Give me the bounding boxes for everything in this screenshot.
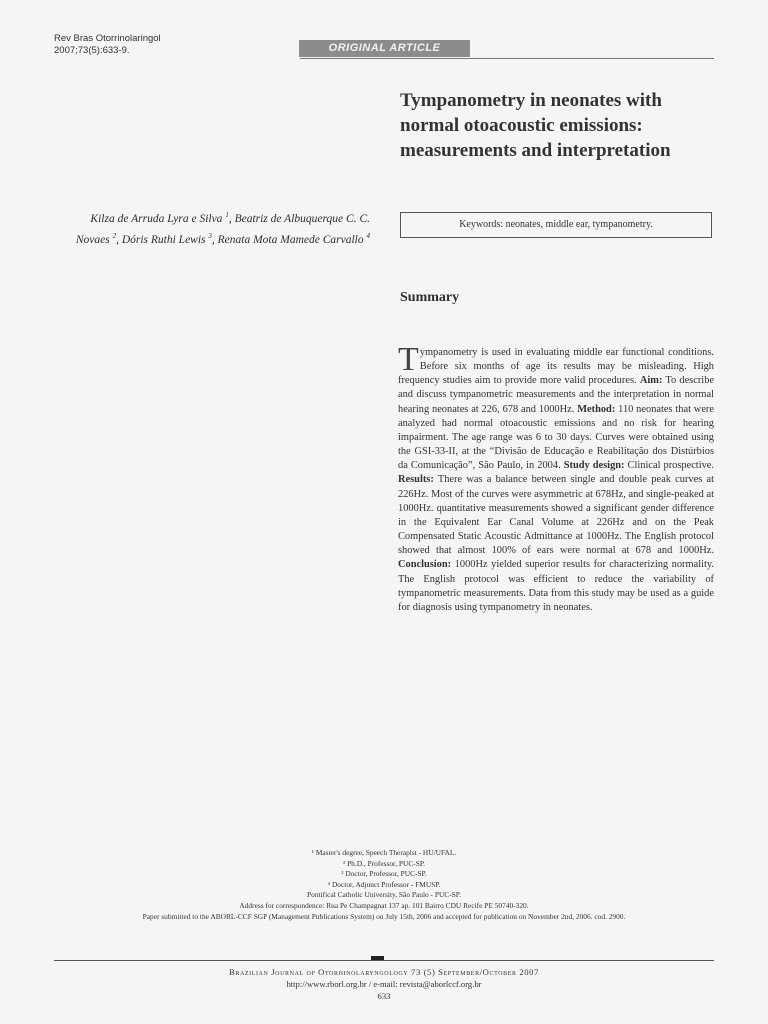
study-design-label: Study design: bbox=[563, 460, 625, 472]
author-list: Kilza de Arruda Lyra e Silva $^1$, Beatriz de Albuquerque C. C. Novaes $^2$, Dóris Ruthi Lewis $^3$, Renata Mota Mamede Carvallo $^4$ bbox=[75, 211, 370, 246]
author-mark: 1 bbox=[225, 211, 229, 219]
abstract-results: There was a balance between single and double peak curves at 226Hz. Most of the curves were asymmetric at 678Hz, and single-peaked at 1000Hz. quantitative measurements showed a significant gender difference in the Equivalent Ear Canal Volume at 226Hz and on the Peak Compensated Static Acoustic Admittance at 1000Hz. The English protocol showed that almost 100% of ears were normal at 678 and 1000Hz. bbox=[398, 474, 714, 557]
footer-marker bbox=[371, 956, 384, 960]
page-number: 633 bbox=[377, 991, 391, 1001]
abstract-aim: To describe and discuss tympanometric measurements and the interpretation in normal hearing neonates at 226, 678 and 1000Hz. bbox=[398, 375, 714, 415]
article-title: Tympanometry in neonates with normal otoacoustic emissions: measurements and interpretation bbox=[400, 90, 671, 161]
abstract-intro: ympanometry is used in evaluating middle ear functional conditions. Before six months of age its results may be misleading. High frequency studies aim to provide more valid procedures. bbox=[398, 347, 714, 387]
footer-journal: Brazilian Journal of Otorhinolaryngology 73 (5) September/October 2007 bbox=[229, 967, 539, 977]
footnote: Address for correspondence: Rua Pe Champagnat 137 ap. 101 Bairro CDU Recife PE 50740-320. bbox=[239, 900, 529, 910]
author-name: Dóris Ruthi Lewis bbox=[121, 233, 206, 246]
footnotes bbox=[40, 848, 728, 922]
results-label: Results: bbox=[398, 474, 434, 486]
footnote: Paper submitted to the ABORL-CCF SGP (Management Publications System) on July 15th, 2006 and accepted for publication on November 2nd, 2006. cod. 2900. bbox=[142, 911, 626, 921]
journal-reference bbox=[54, 33, 274, 57]
drop-cap: T bbox=[398, 341, 419, 378]
aim-label: Aim: bbox=[639, 375, 663, 387]
summary-heading: Summary bbox=[400, 290, 460, 305]
keywords-box: Keywords: neonates, middle ear, tympanometry. bbox=[400, 212, 712, 238]
section-label: ORIGINAL ARTICLE bbox=[299, 40, 470, 57]
footnote: ³ Doctor, Professor, PUC-SP. bbox=[341, 869, 427, 879]
footnote: Pontifical Catholic University, São Paulo - PUC-SP. bbox=[307, 890, 461, 900]
footnote: ¹ Master's degree, Speech Therapist - HU/UFAL. bbox=[311, 848, 457, 857]
page-footer bbox=[150, 966, 618, 1002]
author-mark: 4 bbox=[366, 231, 370, 240]
method-label: Method: bbox=[577, 403, 616, 415]
author-name: Beatriz de Albuquerque C. C. Novaes bbox=[75, 212, 370, 246]
footer-contact: http://www.rborl.org.br / e-mail: revista@aborlccf.org.br bbox=[286, 979, 482, 989]
footnote: ² Ph.D., Professor, PUC-SP. bbox=[343, 858, 425, 868]
abstract-body bbox=[398, 341, 714, 615]
author-name: Kilza de Arruda Lyra e Silva bbox=[90, 212, 223, 225]
abstract-method: 110 neonates that were analyzed had normal otoacoustic emissions and no risk for hearing impairment. The age range was 6 to 30 days. Curves were obtained using the GSI-33-II, at the “Divisão de Educação e Reabilitação dos Distúrbios da Comunicação”, São Paulo, in 2004. bbox=[398, 403, 714, 472]
footnote: ⁴ Doctor, Adjunct Professor - FMUSP. bbox=[327, 879, 441, 889]
journal-issue: 2007;73(5):633-9. bbox=[54, 45, 130, 56]
conclusion-label: Conclusion: bbox=[398, 559, 452, 571]
author-name: Renata Mota Mamede Carvallo bbox=[217, 233, 364, 246]
author-mark: 2 bbox=[112, 231, 117, 240]
abstract-conclusion: 1000Hz yielded superior results for characterizing normality. The English protocol was efficient to reduce the variability of tympanometric measurements. Data from this study may be used as a guide for diagnosis using tympanometry in neonates. bbox=[398, 559, 714, 613]
journal-name: Rev Bras Otorrinolaringol bbox=[54, 33, 161, 44]
abstract-design: Clinical prospective. bbox=[624, 460, 714, 472]
footer-divider bbox=[54, 960, 714, 961]
header-divider bbox=[300, 58, 714, 59]
author-mark: 3 bbox=[208, 231, 212, 240]
